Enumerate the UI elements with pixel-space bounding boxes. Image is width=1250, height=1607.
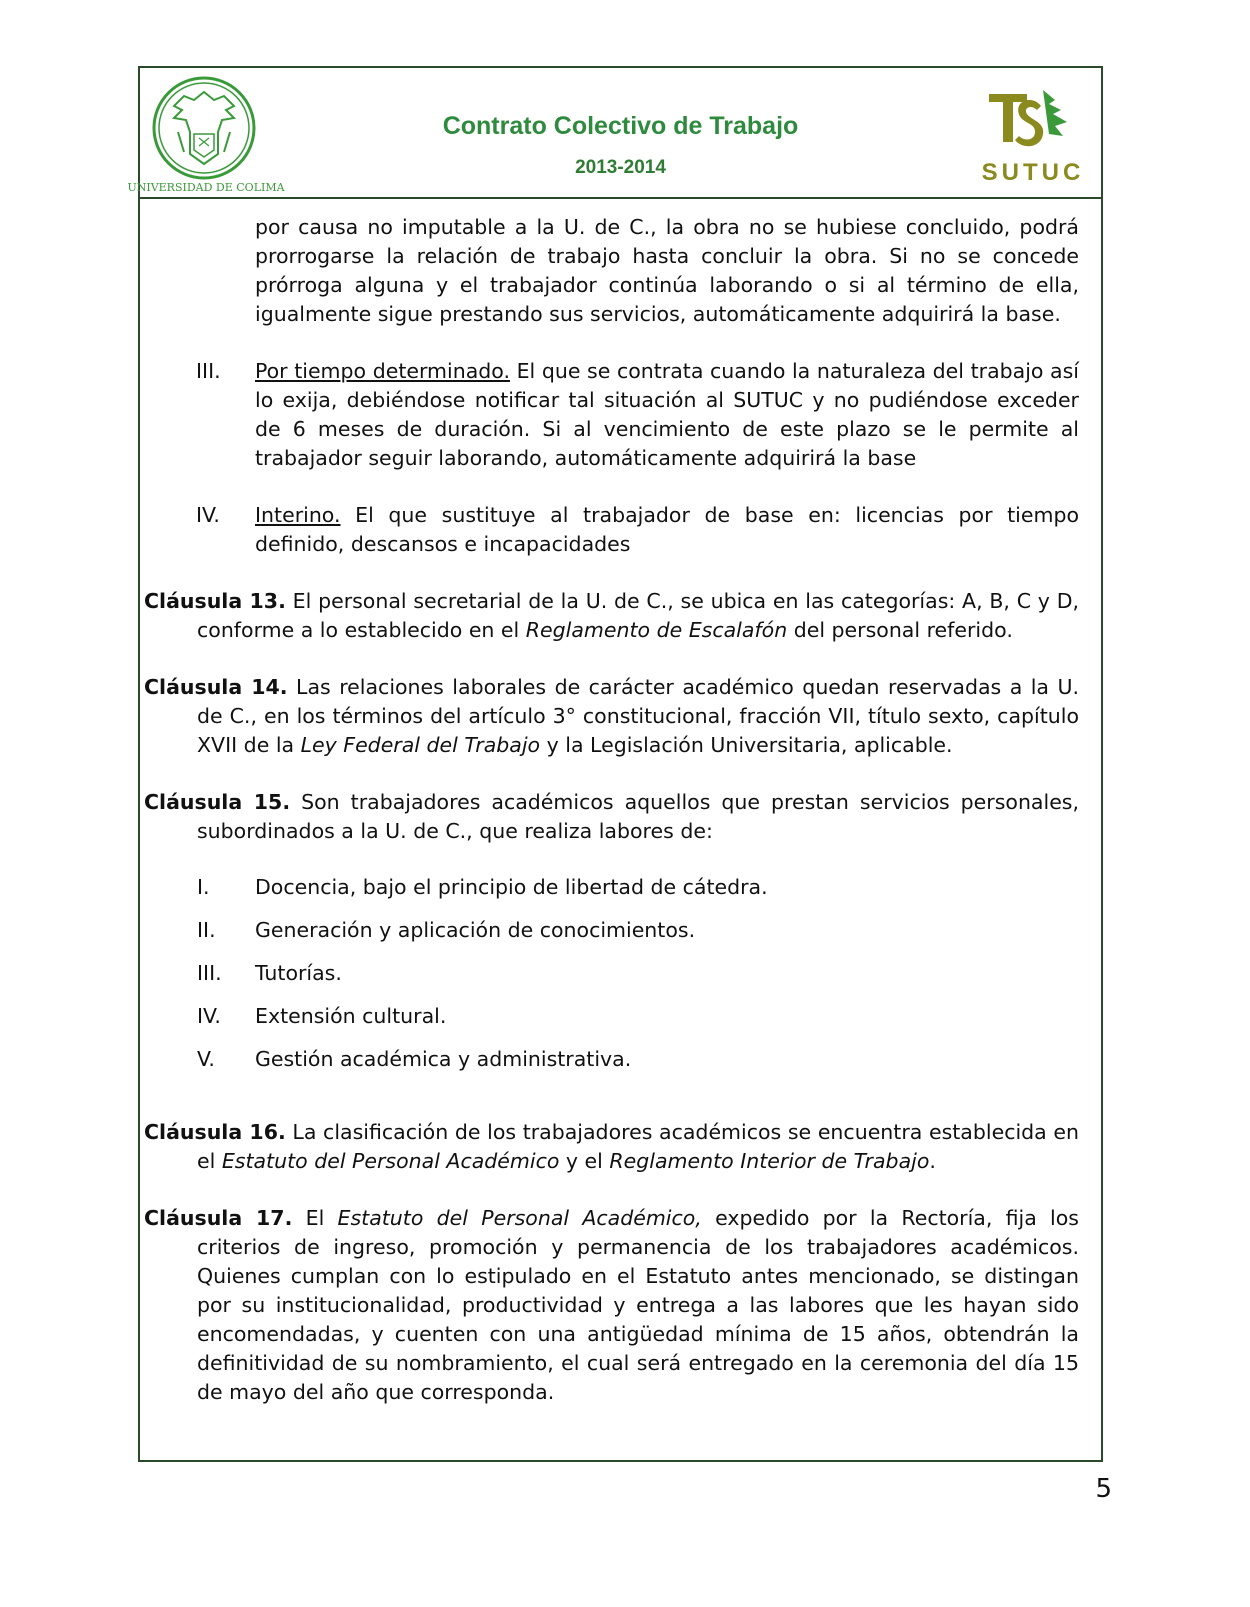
clause-label: Cláusula 15.: [144, 790, 291, 814]
clause-15: [144, 788, 1079, 846]
clause-text: El: [292, 1206, 338, 1230]
clause-text: La clasificación de los trabajadores académicos se encuentra establecida en el: [197, 1120, 1079, 1173]
page-header: [127, 68, 1101, 199]
clause-label: Cláusula 17.: [144, 1206, 293, 1230]
clause-label: Cláusula 13.: [144, 589, 286, 613]
clause-17: [144, 1204, 1079, 1407]
clause-text: expedido por la Rectoría, fija los criterios de ingreso, promoción y permanencia de los trabajadores académicos. Quienes cumplan con lo estipulado en el Estatuto antes mencionado, se distingan por su institucionalidad, productividad y entrega a las labores que les hayan sido encomendadas, y cuenten con una antigüedad mínima de 15 años, obtendrán la definitividad de su nombramiento, el cual será entregado en la ceremonia del día 15 de mayo del año que corresponda.: [197, 1206, 1079, 1404]
clause-label: Cláusula 14.: [144, 675, 288, 699]
item-number: IV.: [197, 1004, 221, 1028]
svg-text:SUTUC: SUTUC: [981, 159, 1085, 186]
item-text: Generación y aplicación de conocimientos.: [255, 918, 696, 942]
item-number: IV.: [196, 503, 220, 527]
item-number: II.: [197, 918, 216, 942]
item-text: Extensión cultural.: [255, 1004, 447, 1028]
item-text: Tutorías.: [255, 961, 342, 985]
item-text: Gestión académica y administrativa.: [255, 1047, 632, 1071]
continued-paragraph: por causa no imputable a la U. de C., la obra no se hubiese concluido, podrá prorrogarse la relación de trabajo hasta concluir la obra. Si no se concede prórroga alguna y el trabajador continúa laborando o si al término de ella, igualmente sigue prestando sus servicios, automáticamente adquirirá la base.: [255, 215, 1079, 326]
item-iii-por-tiempo-determinado: [196, 357, 1079, 473]
item-number: I.: [197, 875, 210, 899]
svg-text:UNIVERSIDAD DE COLIMA: UNIVERSIDAD DE COLIMA: [127, 181, 285, 194]
item-number: III.: [196, 359, 221, 383]
clause-italic-ref: Ley Federal del Trabajo: [300, 733, 541, 757]
clause-text: del personal referido.: [787, 618, 1013, 642]
item-iv-interino: [196, 501, 1079, 559]
item-text: El que sustituye al trabajador de base en: licencias por tiempo definido, descansos e incapacidades: [255, 503, 1079, 556]
clause-13: [144, 587, 1079, 645]
item-label: Interino.: [255, 503, 341, 527]
clause-italic-ref: Reglamento Interior de Trabajo: [609, 1149, 930, 1173]
page-number: 5: [1095, 1474, 1112, 1504]
clause-italic-ref: Reglamento de Escalafón: [525, 618, 788, 642]
document-years: 2013-2014: [575, 157, 666, 178]
item-number: V.: [197, 1047, 215, 1071]
sutuc-logo-icon: [975, 80, 1085, 185]
clause-text: y la Legislación Universitaria, aplicable.: [540, 733, 953, 757]
item-text: Docencia, bajo el principio de libertad de cátedra.: [255, 875, 768, 899]
page-frame: [127, 66, 1103, 1462]
clause-text: .: [929, 1149, 936, 1173]
clause-text: Las relaciones laborales de carácter académico quedan reservadas a la U. de C., en los términos del artículo 3° constitucional, fracción VII, título sexto, capítulo XVII de la: [197, 675, 1079, 757]
clause-text: Son trabajadores académicos aquellos que prestan servicios personales, subordinados a la U. de C., que realiza labores de:: [197, 790, 1079, 843]
clause-italic-ref: Estatuto del Personal Académico,: [337, 1206, 702, 1230]
clause-label: Cláusula 16.: [144, 1120, 286, 1144]
document-title: Contrato Colectivo de Trabajo: [442, 112, 799, 140]
clause-16: [144, 1118, 1079, 1176]
item-label: Por tiempo determinado.: [255, 359, 510, 383]
clause-text: y el: [559, 1149, 610, 1173]
item-number: III.: [197, 961, 222, 985]
clause-14: [144, 673, 1079, 760]
item-text: El que se contrata cuando la naturaleza del trabajo así lo exija, debiéndose notificar tal situación al SUTUC y no pudiéndose exceder de 6 meses de duración. Si al vencimiento de este plazo se le permite al trabajador seguir laborando, automáticamente adquirirá la base: [255, 359, 1079, 470]
clause-text: El personal secretarial de la U. de C., se ubica en las categorías: A, B, C y D, conforme a lo establecido en el: [197, 589, 1080, 642]
clause-italic-ref: Estatuto del Personal Académico: [221, 1149, 560, 1173]
